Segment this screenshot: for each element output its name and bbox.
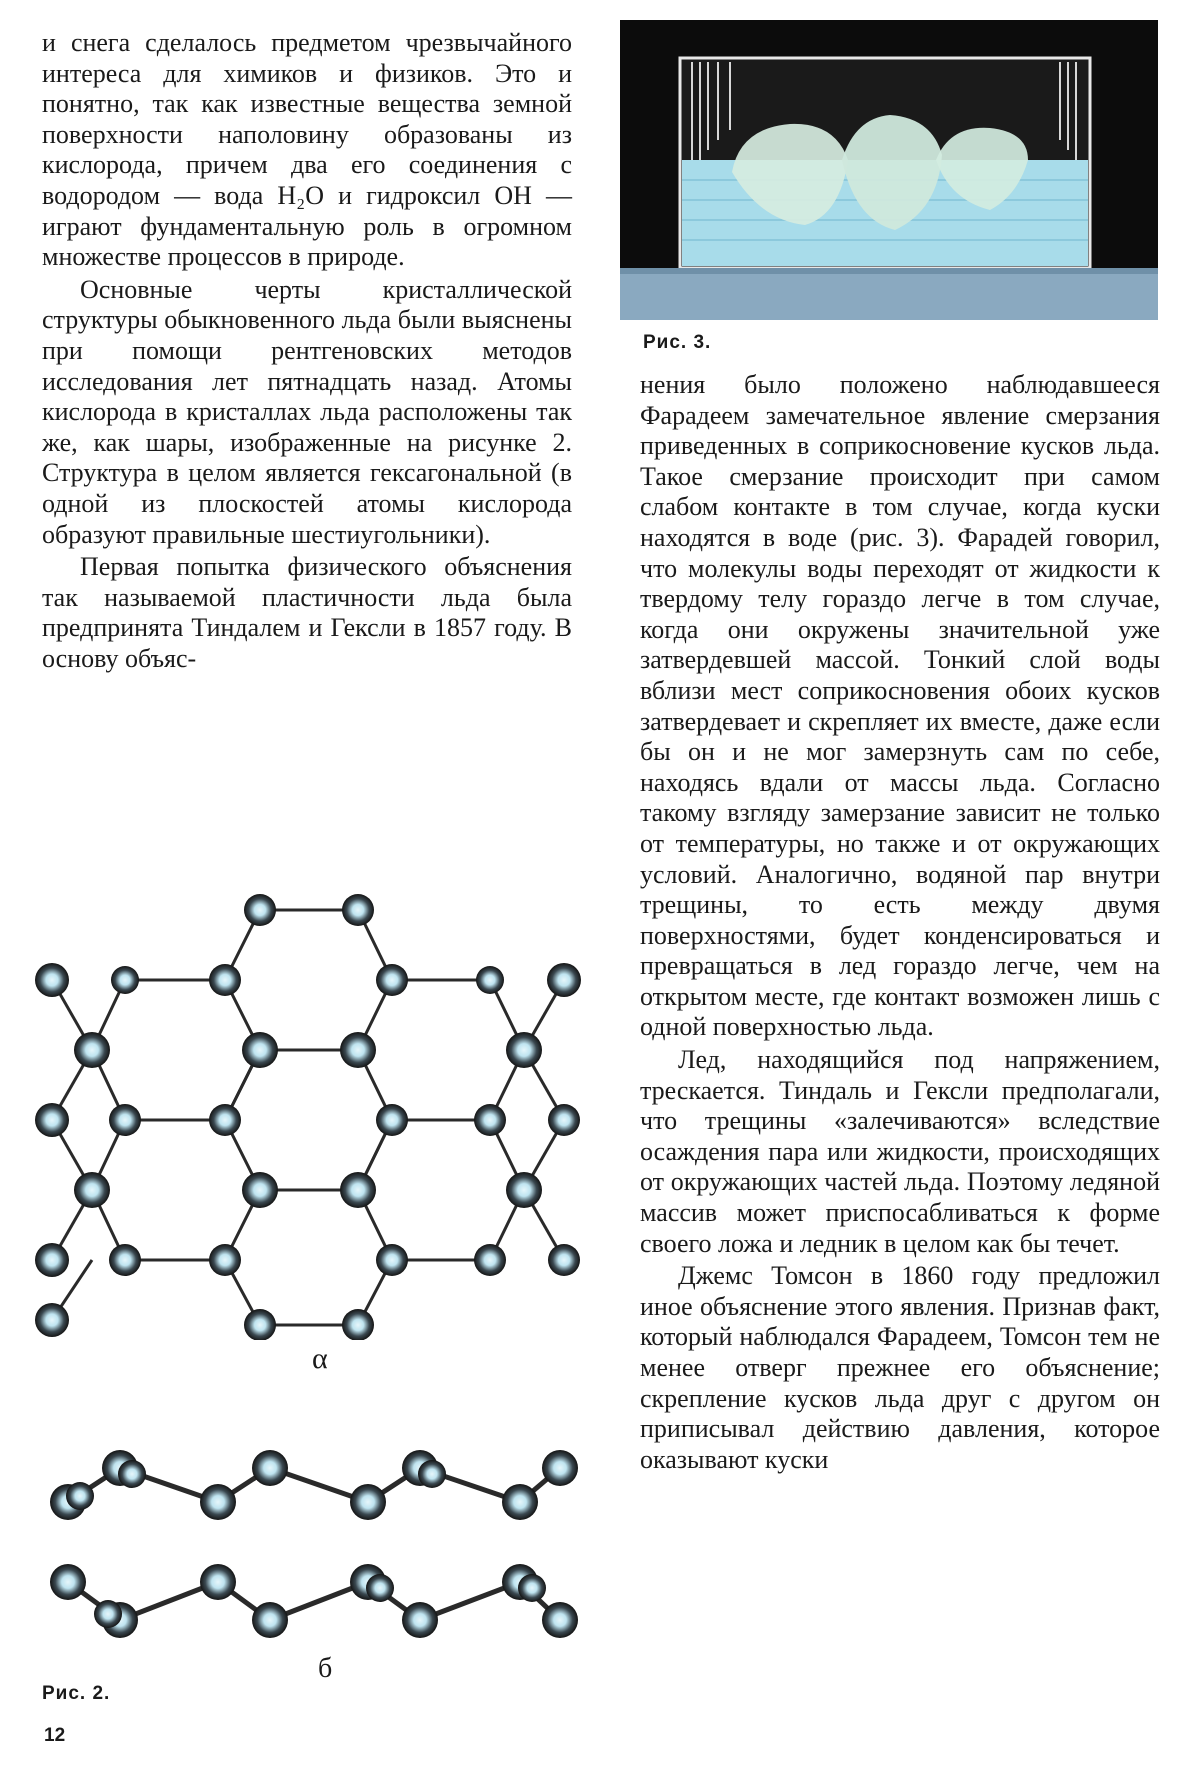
- paragraph-1: и снега сделалось предметом чрезвычайного интереса для химиков и физиков. Это и понятно, так как известные вещества земной поверхности наполовину образованы из кислорода, причем два его соединения с водородом — вода H₂O и гидроксил OH — играют фундаментальную роль в огромном множестве процессов в природе.: [42, 28, 572, 272]
- paragraph-4: нения было положено наблюдавшееся Фарадеем замечательное явление смерзания приведенных в соприкосновение кусков льда. Такое смерзание происходит при самом слабом контакте в том случае, когда куски находятся в воде (рис. 3). Фарадей говорил, что молекулы воды переходят от жидкости к твердому телу гораздо легче в том случае, когда они окружены значительной уже затвердевшей массой. Тонкий слой воды вблизи мест соприкосновения обоих кусков затвердевает и скрепляет их вместе, даже если бы он и не мог замерзнуть сам по себе, находясь вдали от массы льда. Согласно такому взгляду замерзание зависит не только от температуры, но также и от окружающих условий. Аналогично, водяной пар внутри трещины, то есть между двумя поверхностями, будет конденсироваться и превращаться в лед гораздо легче, чем на открытом месте, где контакт возможен лишь с одной поверхностью льда.: [640, 370, 1160, 1042]
- figure-2b-chains: [30, 1430, 590, 1640]
- page-number: 12: [44, 1725, 66, 1746]
- figure-2a-lattice: [30, 880, 590, 1340]
- figure-3-caption: Рис. 3.: [643, 332, 712, 353]
- figure-3-photo: [620, 20, 1158, 320]
- paragraph-6: Джемс Томсон в 1860 году предложил иное объяснение этого явления. Признав факт, который наблюдался Фарадеем, Томсон тем не менее отверг прежнее его объяснение; скрепление кусков льда друг с другом он приписывал действию давления, которое оказывают куски: [640, 1261, 1160, 1474]
- figure-2b-label: б: [318, 1653, 333, 1684]
- right-column: [640, 370, 1160, 1475]
- figure-2a-label: α: [312, 1342, 328, 1375]
- paragraph-2: Основные черты кристаллической структуры обыкновенного льда были выяснены при помощи рентгеновских методов исследования лет пятнадцать назад. Атомы кислорода в кристаллах льда расположены так же, как шары, изображенные на рисунке 2. Структура в целом является гексагональной (в одной из плоскостей атомы кислорода образуют правильные шестиугольники).: [42, 274, 572, 549]
- paragraph-5: Лед, находящийся под напряжением, трескается. Тиндаль и Гексли предполагали, что трещины «залечиваются» вследствие осаждения пара или жидкости, происходящих от окружающих частей льда. Поэтому ледяной массив может приспосабливаться к форме своего ложа и ледник в целом как бы течет.: [640, 1045, 1160, 1258]
- paragraph-3: Первая попытка физического объяснения так называемой пластичности льда была предпринята Тиндалем и Гексли в 1857 году. В основу объяс-: [42, 552, 572, 673]
- figure-2-caption: Рис. 2.: [42, 1683, 111, 1704]
- left-column: [42, 28, 572, 674]
